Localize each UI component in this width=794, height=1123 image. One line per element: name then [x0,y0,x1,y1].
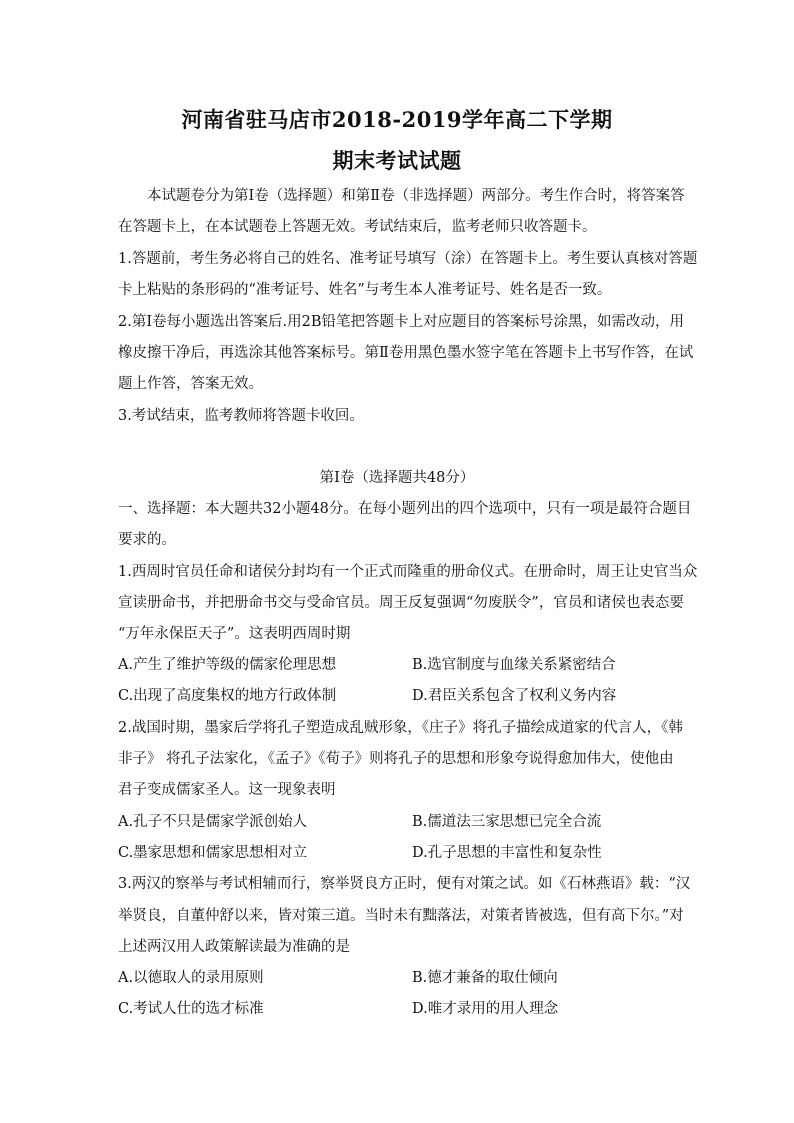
instruction-2-cont: 题上作答，答案无效。 [118,376,263,392]
instruction-1-cont: 卡上粘贴的条形码的“准考证号、姓名”与考生本人准考证号、姓名是否一致。 [118,282,612,298]
intro-line: 在答题卡上，在本试题卷上答题无效。考试结束后，监考老师只收答题卡。 [118,219,597,235]
question-2-option-b: B.儒道法三家思想已完全合流 [412,814,602,830]
instruction-3: 3.考试结束，监考教师将答题卡收回。 [118,408,364,424]
question-1-stem: 宣读册命书，并把册命书交与受命官员。周王反复强调“勿废朕令”，官员和诸侯也表态要 [118,595,684,611]
question-2-option-a: A.孔子不只是儒家学派创始人 [118,814,308,830]
question-1-stem: 1.西周时官员任命和诸侯分封均有一个正式而隆重的册命仪式。在册命时，周王让史官当众 [118,564,698,580]
question-1-option-b: B.选官制度与血缘关系紧密结合 [412,657,616,673]
section-intro: 一、选择题：本大题共32小题48分。在每小题列出的四个选项中，只有一项是最符合题目 [118,501,692,517]
question-3-stem: 3.两汉的察举与考试相辅而行，察举贤良方正时，便有对策之试。如《石林燕语》载：“汉 [118,876,691,892]
question-3-option-d: D.唯才录用的用人理念 [412,1001,559,1017]
question-3-option-a: A.以德取人的录用原则 [118,970,264,986]
exam-title: 河南省驻马店市2018-2019学年高二下学期 [181,107,613,132]
question-3-option-b: B.德才兼备的取仕倾向 [412,970,558,986]
instruction-2: 2.第Ⅰ卷每小题选出答案后.用2B铅笔把答题卡上对应题目的答案标号涂黑，如需改动，用 [118,314,685,330]
question-2-stem: 君子变成儒家圣人。这一现象表明 [118,782,336,798]
instruction-1: 1.答题前，考生务必将自己的姓名、准考证号填写（涂）在答题卡上。考生要认真核对答题 [118,251,698,267]
question-1-option-d: D.君臣关系包含了权利义务内容 [412,688,617,704]
question-1-option-a: A.产生了维护等级的儒家伦理思想 [118,657,337,673]
question-2-option-d: D.孔子思想的丰富性和复杂性 [412,845,602,861]
instruction-2-cont: 橡皮擦干净后，再选涂其他答案标号。第Ⅱ卷用黑色墨水签字笔在答题卡上书写作答，在试 [118,345,694,361]
question-1-option-c: C.出现了高度集权的地方行政体制 [118,688,337,704]
question-2-stem: 非子》 将孔子法家化，《孟子》《荀子》则将孔子的思想和形象夸说得愈加伟大，使他由 [118,751,674,767]
exam-subtitle: 期末考试试题 [332,148,462,173]
section-heading: 第Ⅰ卷（选择题共48分） [319,470,475,486]
question-3-option-c: C.考试人仕的选才标准 [118,1001,264,1017]
question-3-stem: 举贤良，自董仲舒以来，皆对策三道。当时未有黜落法，对策者皆被选，但有高下尔。”对 [118,908,684,924]
intro-line: 本试题卷分为第Ⅰ卷（选择题）和第Ⅱ卷（非选择题）两部分。考生作合时，将答案答 [118,188,685,204]
section-intro-cont: 要求的。 [118,532,176,548]
question-2-stem: 2.战国时期，墨家后学将孔子塑造成乱贼形象，《庄子》将孔子描绘成道家的代言人，《韩 [118,720,683,736]
question-2-option-c: C.墨家思想和儒家思想相对立 [118,845,308,861]
question-3-stem: 上述两汉用人政策解读最为准确的是 [118,939,350,955]
question-1-stem: “万年永保臣天子”。这表明西周时期 [118,626,351,642]
